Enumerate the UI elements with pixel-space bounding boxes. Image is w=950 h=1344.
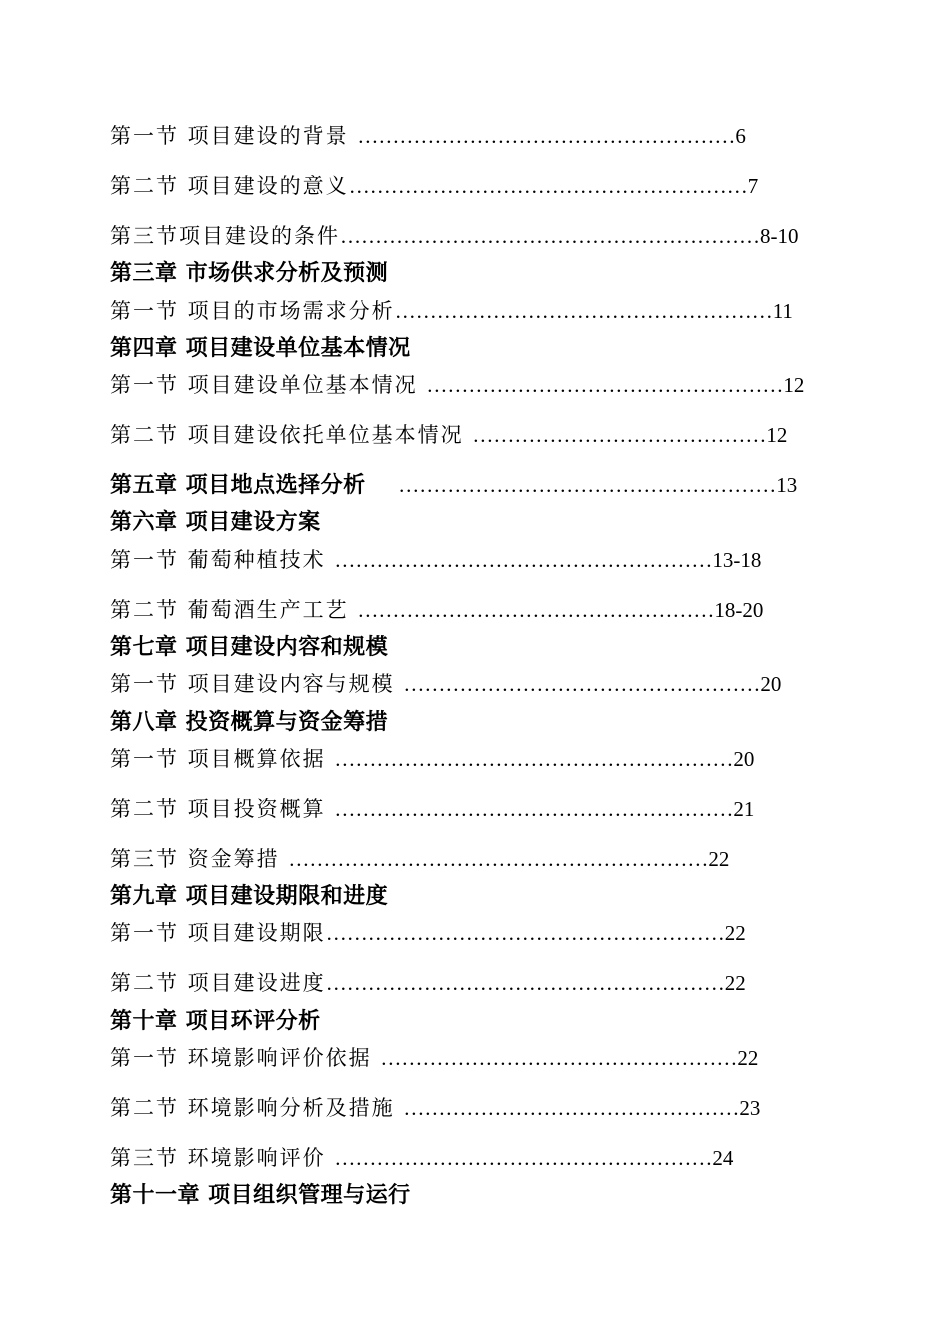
toc-chapter-8 [110,707,388,737]
toc-chapter-title: 第八章 投资概算与资金筹措 [110,709,389,735]
toc-leader-dots: …………………………………… [472,423,767,447]
toc-chapter-7 [110,632,388,662]
toc-entry-5 [110,370,804,400]
toc-chapter-title: 第四章 项目建设单位基本情况 [110,335,411,361]
toc-chapter-title: 第五章 项目地点选择分析 [110,472,399,498]
toc-page-number: 22 [724,971,746,995]
toc-page-number: 20 [733,747,755,771]
toc-entry-title: 第三节项目建设的条件 [110,224,340,248]
toc-chapter-5 [110,470,797,500]
toc-entry-2 [110,171,758,201]
toc-page-number: 23 [739,1096,761,1120]
toc-entry-15 [110,1043,758,1073]
toc-entry-title: 第三节 环境影响评价 [110,1146,335,1170]
toc-leader-dots: ……………………………………………… [334,548,713,572]
toc-chapter-6 [110,507,321,537]
toc-entry-title: 第一节 环境影响评价依据 [110,1046,381,1070]
toc-entry-title: 第二节 葡萄酒生产工艺 [110,598,358,622]
toc-entry-9 [110,669,781,699]
toc-chapter-title: 第六章 项目建设方案 [110,509,321,535]
toc-page-number: 21 [733,797,755,821]
toc-entry-12 [110,844,729,874]
toc-entry-6 [110,420,787,450]
toc-leader-dots: …………………………………………… [380,1046,738,1070]
toc-leader-dots: ………………………………………………… [334,797,734,821]
toc-leader-dots: ………………………………………………… [348,174,748,198]
toc-page-number: 13 [776,473,798,497]
toc-entry-title: 第二节 项目投资概算 [110,797,335,821]
toc-chapter-9 [110,881,388,911]
toc-leader-dots: …………………………………………………… [340,224,760,248]
toc-chapter-title: 第九章 项目建设期限和进度 [110,883,389,909]
toc-entry-title: 第二节 项目建设进度 [110,971,326,995]
toc-entry-16 [110,1093,760,1123]
toc-entry-title: 第一节 项目概算依据 [110,747,335,771]
toc-chapter-11 [110,1180,411,1210]
toc-entry-title: 第一节 项目建设的背景 [110,124,358,148]
toc-page-number: 18-20 [714,598,764,622]
toc-entry-title: 第一节 项目的市场需求分析 [110,299,395,323]
toc-entry-1 [110,121,746,151]
toc-entry-11 [110,794,754,824]
toc-entry-14 [110,968,746,998]
toc-entry-title: 第一节 项目建设期限 [110,921,326,945]
toc-entry-3 [110,221,799,251]
toc-leader-dots: ………………………………………… [403,1096,740,1120]
toc-leader-dots: ……………………………………………… [398,473,777,497]
toc-leader-dots: ……………………………………………… [357,124,736,148]
toc-chapter-3 [110,258,388,288]
toc-page-number: 7 [747,174,759,198]
toc-leader-dots: ………………………………………………… [325,921,725,945]
toc-leader-dots: ……………………………………………… [334,1146,713,1170]
toc-chapter-4 [110,333,411,363]
toc-chapter-10 [110,1006,321,1036]
toc-entry-title: 第二节 项目建设的意义 [110,174,349,198]
toc-chapter-title: 第三章 市场供求分析及预测 [110,260,389,286]
toc-entry-title: 第二节 项目建设依托单位基本情况 [110,423,473,447]
toc-chapter-title: 第七章 项目建设内容和规模 [110,634,389,660]
toc-entry-title: 第二节 环境影响分析及措施 [110,1096,404,1120]
toc-leader-dots: …………………………………………… [426,373,784,397]
toc-chapter-title: 第十章 项目环评分析 [110,1008,321,1034]
toc-chapter-title: 第十一章 项目组织管理与运行 [110,1182,411,1208]
toc-entry-13 [110,918,746,948]
toc-entry-10 [110,744,754,774]
toc-entry-7 [110,545,761,575]
toc-entry-title: 第一节 葡萄种植技术 [110,548,335,572]
toc-page-number: 22 [708,847,730,871]
toc-entry-title: 第三节 资金筹措 [110,847,289,871]
toc-leader-dots: ………………………………………………… [334,747,734,771]
toc-leader-dots: …………………………………………… [357,598,715,622]
toc-page-number: 11 [772,299,793,323]
toc-page-number: 8-10 [760,224,799,248]
toc-entry-8 [110,595,763,625]
toc-entry-title: 第一节 项目建设内容与规模 [110,672,404,696]
toc-page-number: 13-18 [712,548,762,572]
toc-entry-4 [110,296,793,326]
toc-page-number: 22 [737,1046,759,1070]
toc-entry-title: 第一节 项目建设单位基本情况 [110,373,427,397]
toc-leader-dots: ………………………………………………… [325,971,725,995]
toc-page-number: 12 [766,423,788,447]
toc-leader-dots: …………………………………………………… [288,847,709,871]
toc-page-number: 6 [735,124,746,148]
toc-page-number: 24 [712,1146,734,1170]
toc-entry-17 [110,1143,733,1173]
toc-page-number: 12 [783,373,805,397]
toc-page-number: 20 [760,672,782,696]
toc-leader-dots: …………………………………………… [403,672,761,696]
toc-leader-dots: ……………………………………………… [394,299,773,323]
toc-page-number: 22 [724,921,746,945]
